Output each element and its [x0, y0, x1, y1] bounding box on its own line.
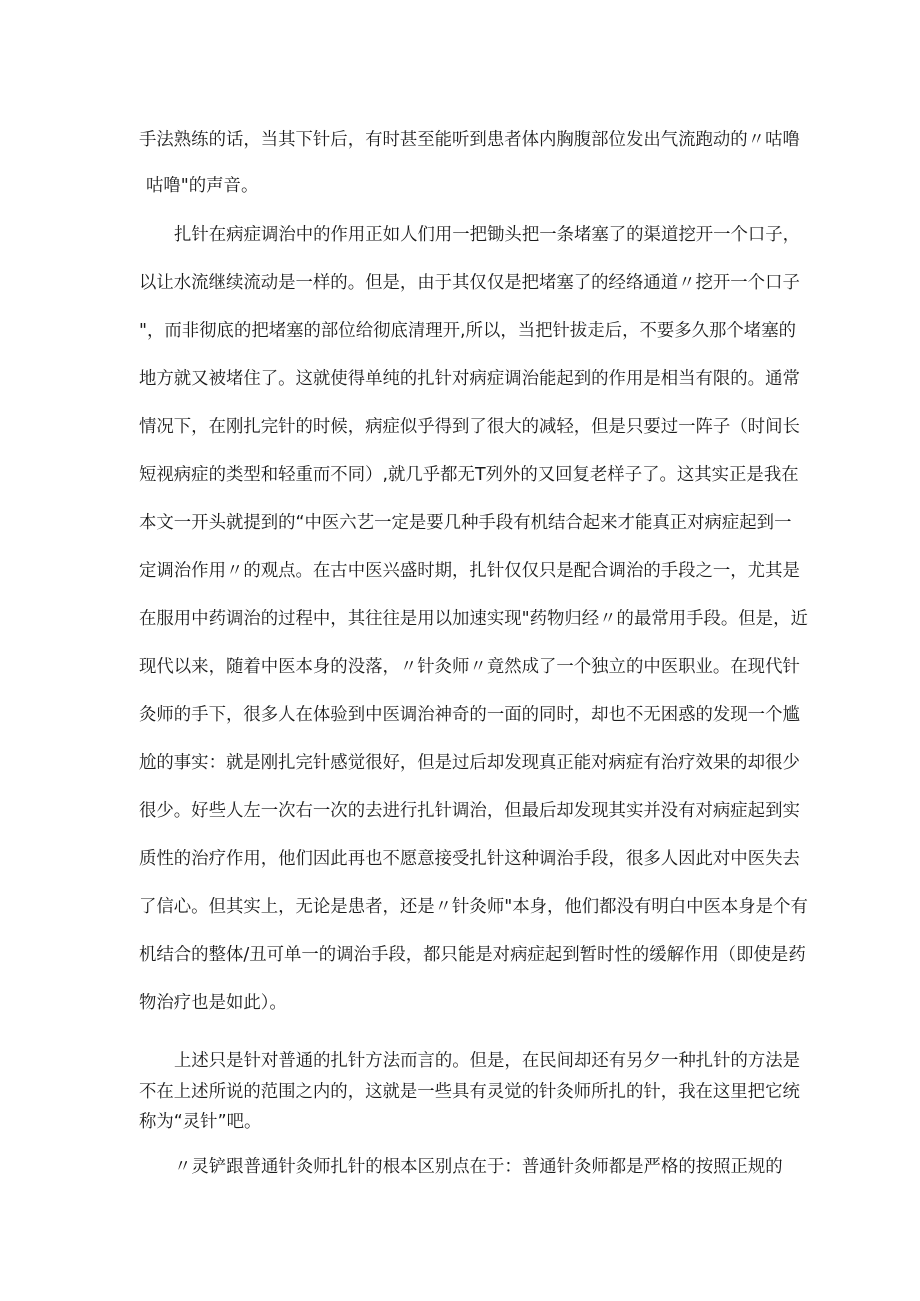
text-line: 手法熟练的话，当其下针后，有时甚至能听到患者体内胸腹部位发出气流跑动的〃咕噜	[139, 130, 800, 150]
text-line: 上述只是针对普通的扎针方法而言的。但是，在民间却还有另夕一种扎针的方法是	[174, 1051, 801, 1071]
text-line: 〃灵铲跟普通针灸师扎针的根本区别点在于：普通针灸师都是严格的按照正规的	[174, 1157, 783, 1177]
text-line: 不在上述所说的范围之内的，这就是一些具有灵觉的针灸师所扎的针，我在这里把它统	[139, 1082, 800, 1102]
text-line: 在服用中药调治的过程中，其往往是用以加速实现"药物归经〃的最常用手段。但是，近	[139, 609, 808, 629]
text-line: 以让水流继续流动是一样的。但是，由于其仅仅是把堵塞了的经络通道〃挖开一个口子	[139, 273, 800, 293]
text-line: 定调治作用〃的观点。在古中医兴盛时期，扎针仅仅只是配合调治的手段之一，尤其是	[139, 561, 800, 581]
text-line: 质性的治疗作用，他们因此再也不愿意接受扎针这种调治手段，很多人因此对中医失去	[139, 849, 800, 869]
text-line: 地方就又被堵住了。这就使得单纯的扎针对病症调治能起到的作用是相当有限的。通常	[139, 369, 800, 389]
text-line: 现代以来，随着中医本身的没落，〃针灸师〃竟然成了一个独立的中医职业。在现代针	[139, 657, 800, 677]
text-line: 机结合的整体/丑可单一的调治手段，都只能是对病症起到暂时性的缓解作用（即使是药	[139, 945, 806, 965]
text-line: 扎针在病症调治中的作用正如人们用一把锄头把一条堵塞了的渠道挖开一个口子，	[174, 225, 801, 245]
text-line: "，而非彻底的把堵塞的部位给彻底清理开,所以，当把针拔走后，不要多久那个堵塞的	[139, 321, 796, 341]
text-line: 很少。好些人左一次右一次的去进行扎针调治，但最后却发现其实并没有对病症起到实	[139, 801, 800, 821]
text-line: 灸师的手下，很多人在体验到中医调治神奇的一面的同时，却也不无困惑的发现一个尴	[139, 705, 800, 725]
text-line: 情况下，在刚扎完针的时候，病症似乎得到了很大的减轻，但是只要过一阵子（时间长	[139, 417, 800, 437]
text-line: 尬的事实：就是刚扎完针感觉很好，但是过后却发现真正能对病症有治疗效果的却很少	[139, 753, 800, 773]
text-line: 物治疗也是如此）。	[139, 993, 287, 1013]
text-line: 本文一开头就提到的“中医六艺一定是要几种手段有机结合起来才能真正对病症起到一	[139, 513, 792, 533]
text-line: 短视病症的类型和轻重而不同）,就几乎都无T列外的又回复老样子了。这其实正是我在	[139, 465, 799, 485]
text-line: 称为“灵针”吧。	[139, 1112, 262, 1132]
text-line: 了信心。但其实上，无论是患者，还是〃针灸师"本身，他们都没有明白中医本身是个有	[139, 897, 808, 917]
text-line: 咕噜"的声音。	[146, 176, 259, 196]
